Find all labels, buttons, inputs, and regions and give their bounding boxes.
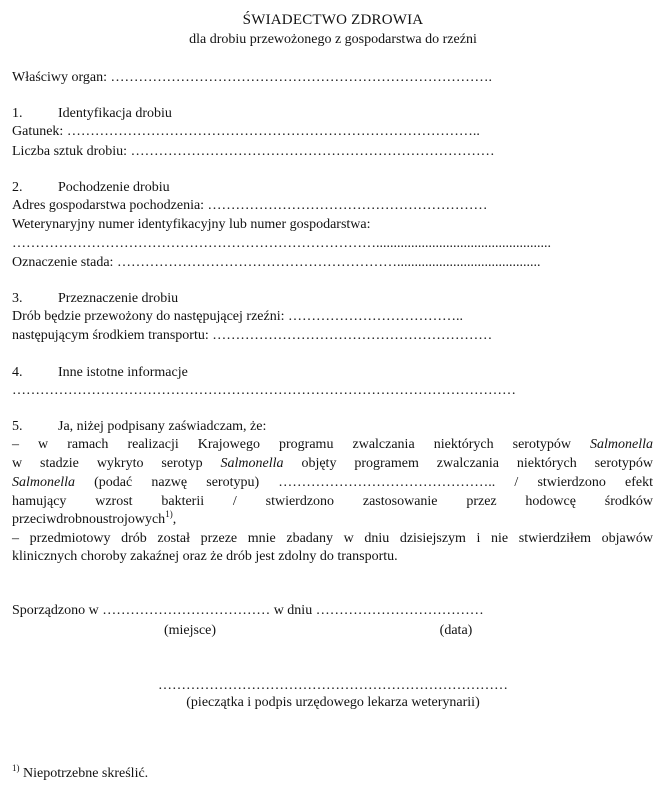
section-4-number: 4.	[12, 365, 23, 380]
salmonella-term: Salmonella	[220, 456, 284, 471]
transport-field: następującym środkiem transportu: ……………………………………………………	[12, 328, 493, 343]
document-subtitle: dla drobiu przewożonego z gospodarstwa do rzeźni	[189, 32, 477, 47]
declaration-line-6: – przedmiotowy drób został przeze mnie zbadany w dniu dzisiejszym i nie stwierdziłem objawów	[12, 531, 653, 546]
origin-address-field: Adres gospodarstwa pochodzenia: ……………………………………………………	[12, 198, 488, 213]
salmonella-term: Salmonella	[12, 475, 75, 490]
slaughterhouse-field: Drób będzie przewożony do następującej rzeźni: ………………………………..	[12, 309, 463, 324]
section-3-number: 3.	[12, 291, 23, 306]
section-5-title: Ja, niżej podpisany zaświadczam, że:	[58, 419, 267, 434]
section-2-heading	[12, 179, 170, 197]
section-3-title: Przeznaczenie drobiu	[58, 291, 179, 306]
footnote-text: Niepotrzebne skreślić.	[19, 766, 149, 781]
declaration-line-3: Salmonella (podać nazwę serotypu) ……………………………………….. / stwierdzono efekt	[12, 475, 653, 490]
count-field: Liczba sztuk drobiu: ……………………………………………………………………	[12, 144, 495, 159]
salmonella-term: Salmonella	[590, 437, 653, 452]
section-1-title: Identyfikacja drobiu	[58, 106, 172, 121]
section-1-number: 1.	[12, 106, 23, 121]
stamp-signature-caption: (pieczątka i podpis urzędowego lekarza weterynarii)	[186, 695, 480, 710]
vet-number-line: ……………………………………………………………………..................................................	[12, 236, 551, 251]
place-caption: (miejsce)	[163, 623, 217, 638]
species-field: Gatunek: ……………………………………………………………………………..	[12, 124, 480, 139]
stamp-signature-line: …………………………………………………………………	[158, 678, 508, 693]
place-date-field: Sporządzono w ……………………………… w dniu ………………………………	[12, 603, 484, 618]
section-4-title: Inne istotne informacje	[58, 365, 188, 380]
other-info-line: ………………………………………………………………………………………………	[12, 383, 516, 398]
section-1-heading	[12, 105, 172, 123]
section-2-number: 2.	[12, 180, 23, 195]
vet-number-label: Weterynaryjny numer identyfikacyjny lub numer gospodarstwa:	[12, 217, 371, 232]
declaration-line-1: – w ramach realizacji Krajowego programu zwalczania niektórych serotypów Salmonella	[12, 437, 653, 452]
flock-field: Oznaczenie stada: …………………………………………………….........................................	[12, 255, 541, 270]
declaration-line-2: w stadzie wykryto serotyp Salmonella objęty programem zwalczania niektórych serotypów	[12, 456, 654, 471]
document-title: ŚWIADECTWO ZDROWIA	[242, 12, 424, 28]
section-5-number: 5.	[12, 419, 23, 434]
date-caption: (data)	[439, 623, 473, 638]
declaration-line-5: przeciwdrobnoustrojowych$^{1)}$,	[12, 509, 177, 527]
footnote-reference: 1)	[165, 509, 173, 519]
authority-field: Właściwy organ: ……………………………………………………………………….	[12, 70, 492, 85]
section-3-heading	[12, 290, 178, 308]
section-5-heading	[12, 418, 266, 436]
footnote	[12, 765, 148, 783]
footnote-mark: 1)	[12, 763, 20, 773]
declaration-line-4: hamujący wzrost bakterii / stwierdzono zastosowanie przez hodowcę środków	[12, 494, 653, 509]
section-2-title: Pochodzenie drobiu	[58, 180, 170, 195]
declaration-line-7: klinicznych choroby zakaźnej oraz że drób jest zdolny do transportu.	[12, 549, 398, 564]
section-4-heading	[12, 364, 188, 382]
